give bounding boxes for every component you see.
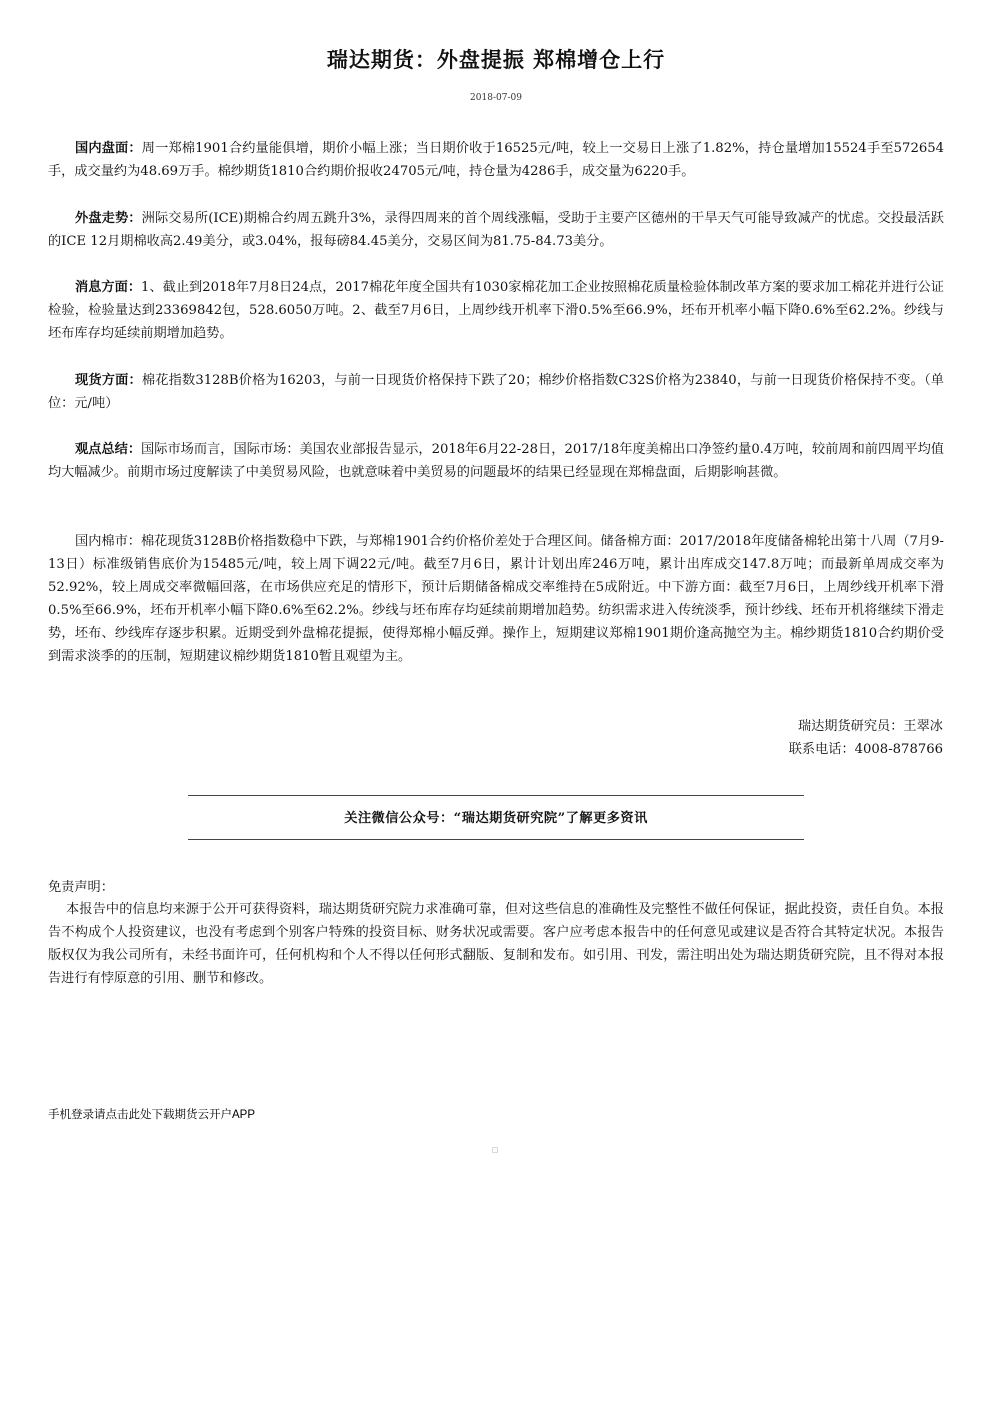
- section-text: 洲际交易所(ICE)期棉合约周五跳升3%，录得四周来的首个周线涨幅，受助于主要产区德州的干旱天气可能导致减产的忧虑。交投最活跃的ICE 12月期棉收高2.49美分，或3.04%，报每磅84.45美分，交易区间为81.75-84.73美分。: [48, 211, 944, 249]
- section-news: [48, 276, 944, 345]
- section-spot: [48, 369, 944, 415]
- divider-top: [188, 795, 804, 796]
- disclaimer-title: 免责声明：: [48, 880, 114, 895]
- section-label: 国内盘面：: [75, 141, 142, 156]
- section-text: 1、截止到2018年7月8日24点，2017棉花年度全国共有1030家棉花加工企业按照棉花质量检验体制改革方案的要求加工棉花并进行公证检验，检验量达到23369842包，528.6050万吨。2、截至7月6日，上周纱线开机率下滑0.5%至66.9%，坯布开机率小幅下降0.6%至62.2%。纱线与坯布库存均延续前期增加趋势。: [48, 280, 944, 341]
- download-app-link[interactable]: 手机登录请点击此处下载期货云开户APP: [48, 1109, 256, 1121]
- section-text: 国际市场而言，国际市场：美国农业部报告显示，2018年6月22-28日，2017/18年度美棉出口净签约量0.4万吨，较前周和前四周平均值均大幅减少。前期市场过度解读了中美贸易风险，也就意味着中美贸易的问题最坏的结果已经显现在郑棉盘面，后期影响甚微。: [48, 442, 944, 480]
- section-summary: [48, 438, 944, 484]
- section-text: 棉花指数3128B价格为16203，与前一日现货价格保持下跌了20；棉纱价格指数C32S价格为23840，与前一日现货价格保持不变。（单位：元/吨）: [48, 373, 944, 411]
- section-domestic-market: [48, 137, 944, 183]
- section-domestic-cotton: [48, 530, 944, 668]
- section-text: 周一郑棉1901合约量能俱增，期价小幅上涨；当日期价收于16525元/吨，较上一交易日上涨了1.82%，持仓量增加15524手至572654手，成交量约为48.69万手。棉纱期货1810合约期价报收24705元/吨，持仓量为4286手，成交量为6220手。: [48, 141, 945, 179]
- section-label: 观点总结：: [75, 442, 142, 457]
- follow-wechat-notice: 关注微信公众号：“瑞达期货研究院”了解更多资讯: [344, 811, 648, 826]
- report-date: 2018-07-09: [470, 93, 522, 103]
- section-label: 外盘走势：: [75, 211, 142, 226]
- divider-bottom: [188, 839, 804, 840]
- disclaimer-text: 本报告中的信息均来源于公开可获得资料，瑞达期货研究院力求准确可靠，但对这些信息的准确性及完整性不做任何保证，据此投资，责任自负。本报告不构成个人投资建议，也没有考虑到个别客户特殊的投资目标、财务状况或需要。客户应考虑本报告中的任何意见或建议是否符合其特定状况。本报告版权仅为我公司所有，未经书面许可，任何机构和个人不得以任何形式翻版、复制和发布。如引用、刊发，需注明出处为瑞达期货研究院，且不得对本报告进行有悖原意的引用、删节和修改。: [48, 902, 944, 986]
- section-label: 现货方面：: [75, 373, 142, 388]
- analyst-name: 瑞达期货研究员：王翠冰: [797, 719, 943, 734]
- section-label: 消息方面：: [75, 280, 142, 295]
- contact-phone: 联系电话：4008-878766: [788, 742, 943, 757]
- report-title: 瑞达期货：外盘提振 郑棉增仓上行: [326, 47, 666, 72]
- section-text: 国内棉市：棉花现货3128B价格指数稳中下跌，与郑棉1901合约价格价差处于合理区间。储备棉方面：2017/2018年度储备棉轮出第十八周（7月9-13日）标准级销售底价为15485元/吨，较上周下调22元/吨。截至7月6日，累计计划出库246万吨，累计出库成交147.8万吨；而最新单周成交率为52.92%，较上周成交率微幅回落，在市场供应充足的情形下，预计后期储备棉成交率维持在5成附近。中下游方面：截至7月6日，上周纱线开机率下滑0.5%至66.9%，坯布开机率小幅下降0.6%至62.2%。纱线与坯布库存均延续前期增加趋势。纺织需求进入传统淡季，预计纱线、坯布开机将继续下滑走势，坯布、纱线库存逐步积累。近期受到外盘棉花提振，使得郑棉小幅反弹。操作上，短期建议郑棉1901期价逢高抛空为主。棉纱期货1810合约期价受到需求淡季的的压制，短期建议棉纱期货1810暂且观望为主。: [48, 534, 944, 664]
- section-overseas-market: [48, 207, 944, 253]
- page-marker-dot: [492, 1147, 498, 1153]
